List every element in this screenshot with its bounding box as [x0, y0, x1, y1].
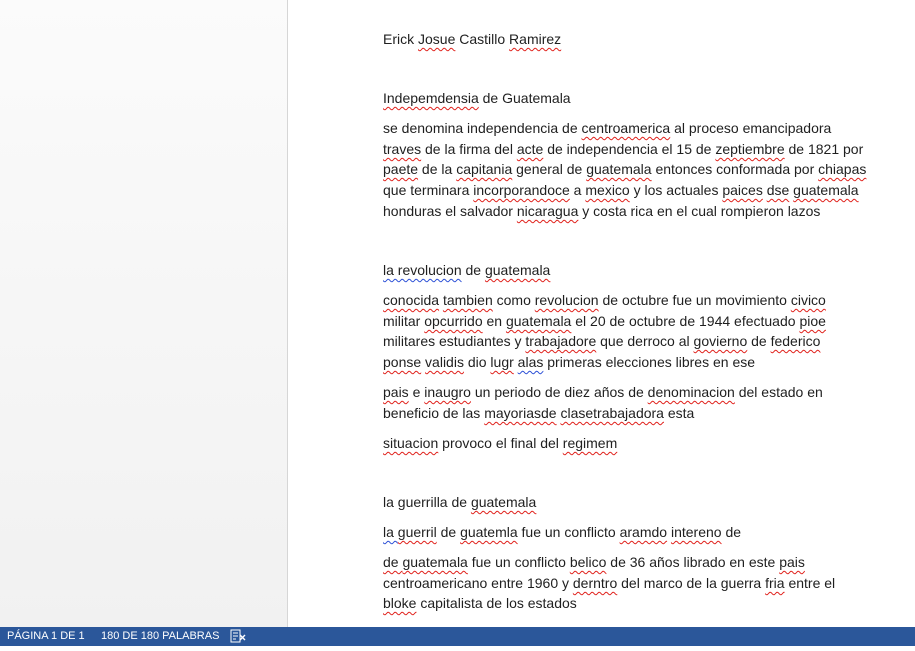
- misspelled-word: intereno: [670, 524, 722, 540]
- heading-independencia[interactable]: [383, 89, 571, 107]
- paragraph-line[interactable]: [383, 523, 741, 541]
- left-margin-area: [0, 0, 288, 627]
- text-run: de 36 años librado en este: [606, 554, 780, 570]
- misspelled-word: pais: [779, 554, 805, 570]
- misspelled-word: civico: [790, 292, 826, 308]
- text-run: [418, 31, 459, 47]
- text-run: de: [721, 524, 742, 540]
- misspelled-word: traves: [383, 141, 422, 157]
- paragraph-line[interactable]: [383, 383, 823, 401]
- misspelled-word: ponse: [383, 354, 422, 370]
- text-run: dio: [463, 354, 491, 370]
- text-run: de: [436, 524, 461, 540]
- text-run: militares estudiantes y: [383, 333, 526, 349]
- misspelled-word: opcurrido: [424, 313, 483, 329]
- paragraph-line[interactable]: [383, 574, 835, 592]
- text-run: militar: [383, 313, 425, 329]
- text-run: entonces conformada por: [651, 161, 819, 177]
- text-run: como: [492, 292, 535, 308]
- misspelled-word: capitania: [456, 161, 513, 177]
- misspelled-word: denominacion: [647, 384, 735, 400]
- status-bar: [0, 627, 915, 646]
- text-run: centroamericano entre 1960 y: [383, 575, 573, 591]
- text-run: esta: [663, 405, 695, 421]
- misspelled-word: inaugro: [424, 384, 471, 400]
- paragraph-line[interactable]: [383, 119, 831, 137]
- paragraph-line[interactable]: [383, 312, 826, 330]
- misspelled-word: lugr: [490, 354, 514, 370]
- paragraph-line[interactable]: [383, 594, 577, 612]
- misspelled-word: revolucion: [534, 292, 599, 308]
- misspelled-word: guerril: [397, 524, 437, 540]
- text-run: [509, 31, 561, 47]
- text-run: y los actuales: [629, 182, 723, 198]
- paragraph-line[interactable]: [383, 404, 694, 422]
- misspelled-word: guatemala: [793, 182, 859, 198]
- misspelled-word: clasetrabajadora: [560, 405, 664, 421]
- text-run: y costa rica en el cual rompieron lazos: [578, 203, 821, 219]
- misspelled-word: dse: [766, 182, 790, 198]
- text-run: de: [461, 262, 485, 278]
- text-run: al proceso emancipadora: [670, 120, 832, 136]
- misspelled-word: aramdo: [619, 524, 668, 540]
- paragraph-line[interactable]: [383, 202, 820, 220]
- misspelled-word: paices: [722, 182, 763, 198]
- text-run: un periodo de diez años de: [470, 384, 648, 400]
- text-run: que terminara: [383, 182, 474, 198]
- misspelled-word: centroamerica: [581, 120, 671, 136]
- misspelled-word: bloke: [383, 595, 417, 611]
- misspelled-word: regimem: [562, 435, 618, 451]
- misspelled-word: Indepemdensia: [383, 90, 479, 106]
- page-count-status[interactable]: PÁGINA 1 DE 1: [7, 630, 85, 642]
- text-run: entre el: [784, 575, 836, 591]
- misspelled-word: situacion: [383, 435, 439, 451]
- text-run: de la firma del: [421, 141, 517, 157]
- author-name: [383, 31, 561, 47]
- grammar-flagged-text: la revolucion: [383, 262, 462, 278]
- text-run: se denomina independencia de: [383, 120, 582, 136]
- text-run: de octubre fue un movimiento: [598, 292, 791, 308]
- paragraph-line[interactable]: [383, 181, 859, 199]
- paragraph-line[interactable]: [383, 332, 820, 350]
- text-run: la guerrilla de: [383, 494, 471, 510]
- text-run: de independencia el 15 de: [543, 141, 716, 157]
- text-run: de Guatemala: [478, 90, 571, 106]
- misspelled-word: guatemala: [470, 494, 537, 510]
- paragraph-line[interactable]: [383, 140, 863, 158]
- misspelled-word: mayoriasde: [484, 405, 557, 421]
- document-page[interactable]: [288, 0, 915, 627]
- paragraph-line[interactable]: [383, 160, 866, 178]
- misspelled-word: federico: [770, 333, 821, 349]
- misspelled-word: derntro: [572, 575, 618, 591]
- misspelled-word: fria: [765, 575, 785, 591]
- misspelled-word: guatemala: [505, 313, 572, 329]
- text-run: e: [408, 384, 425, 400]
- misspelled-word: incorporandoce: [473, 182, 570, 198]
- text-run: provoco el final del: [438, 435, 563, 451]
- misspelled-word: paete: [383, 161, 419, 177]
- text-run: que derroco al: [596, 333, 694, 349]
- heading-revolucion[interactable]: [383, 261, 550, 279]
- text-run: del estado en: [734, 384, 823, 400]
- misspelled-word: belico: [569, 554, 607, 570]
- grammar-flagged-text: la: [383, 524, 398, 540]
- word-count-status[interactable]: 180 DE 180 PALABRAS: [101, 630, 220, 642]
- text-run: capitalista de los estados: [416, 595, 577, 611]
- misspelled-word: validis: [425, 354, 464, 370]
- text-run: del marco de la guerra: [617, 575, 766, 591]
- heading-guerrilla[interactable]: [383, 493, 536, 511]
- misspelled-word: guatemala: [402, 554, 468, 570]
- misspelled-word: trabajadore: [525, 333, 597, 349]
- misspelled-word: guatemala: [484, 262, 551, 278]
- misspelled-word: pais: [383, 384, 409, 400]
- misspelled-word: tambien: [442, 292, 493, 308]
- misspelled-word: conocida: [383, 292, 440, 308]
- text-run: Erick: [383, 31, 418, 47]
- misspelled-word: Josue: [418, 31, 456, 47]
- text-run: Castillo: [459, 31, 510, 47]
- misspelled-word: Ramirez: [509, 31, 562, 47]
- paragraph-line[interactable]: [383, 553, 805, 571]
- misspelled-word: chiapas: [818, 161, 867, 177]
- text-run: el 20 de octubre de 1944 efectuado: [571, 313, 800, 329]
- misspelled-word: mexico: [585, 182, 630, 198]
- paragraph-line[interactable]: [383, 353, 755, 371]
- text-run: primeras elecciones libres en ese: [543, 354, 756, 370]
- text-run: en: [482, 313, 506, 329]
- grammar-flagged-text: alas: [517, 354, 544, 370]
- proofing-errors-icon[interactable]: [230, 629, 246, 644]
- text-run: beneficio de las: [383, 405, 485, 421]
- misspelled-word: guatemla: [460, 524, 518, 540]
- misspelled-word: pioe: [799, 313, 826, 329]
- text-run: de 1821 por: [784, 141, 864, 157]
- misspelled-word: de: [383, 554, 403, 570]
- misspelled-word: nicaragua: [516, 203, 579, 219]
- text-run: a: [569, 182, 586, 198]
- text-run: honduras el salvador: [383, 203, 517, 219]
- paragraph-line[interactable]: [383, 434, 617, 452]
- misspelled-word: govierno: [693, 333, 748, 349]
- misspelled-word: zeptiembre: [715, 141, 785, 157]
- text-run: fue un conflicto: [517, 524, 620, 540]
- misspelled-word: acte: [516, 141, 544, 157]
- text-run: fue un conflicto: [467, 554, 570, 570]
- text-run: de la: [418, 161, 457, 177]
- text-run: de: [747, 333, 771, 349]
- misspelled-word: guatemala: [586, 161, 652, 177]
- text-run: general de: [512, 161, 587, 177]
- author-name-line[interactable]: [383, 30, 561, 48]
- paragraph-line[interactable]: [383, 291, 826, 309]
